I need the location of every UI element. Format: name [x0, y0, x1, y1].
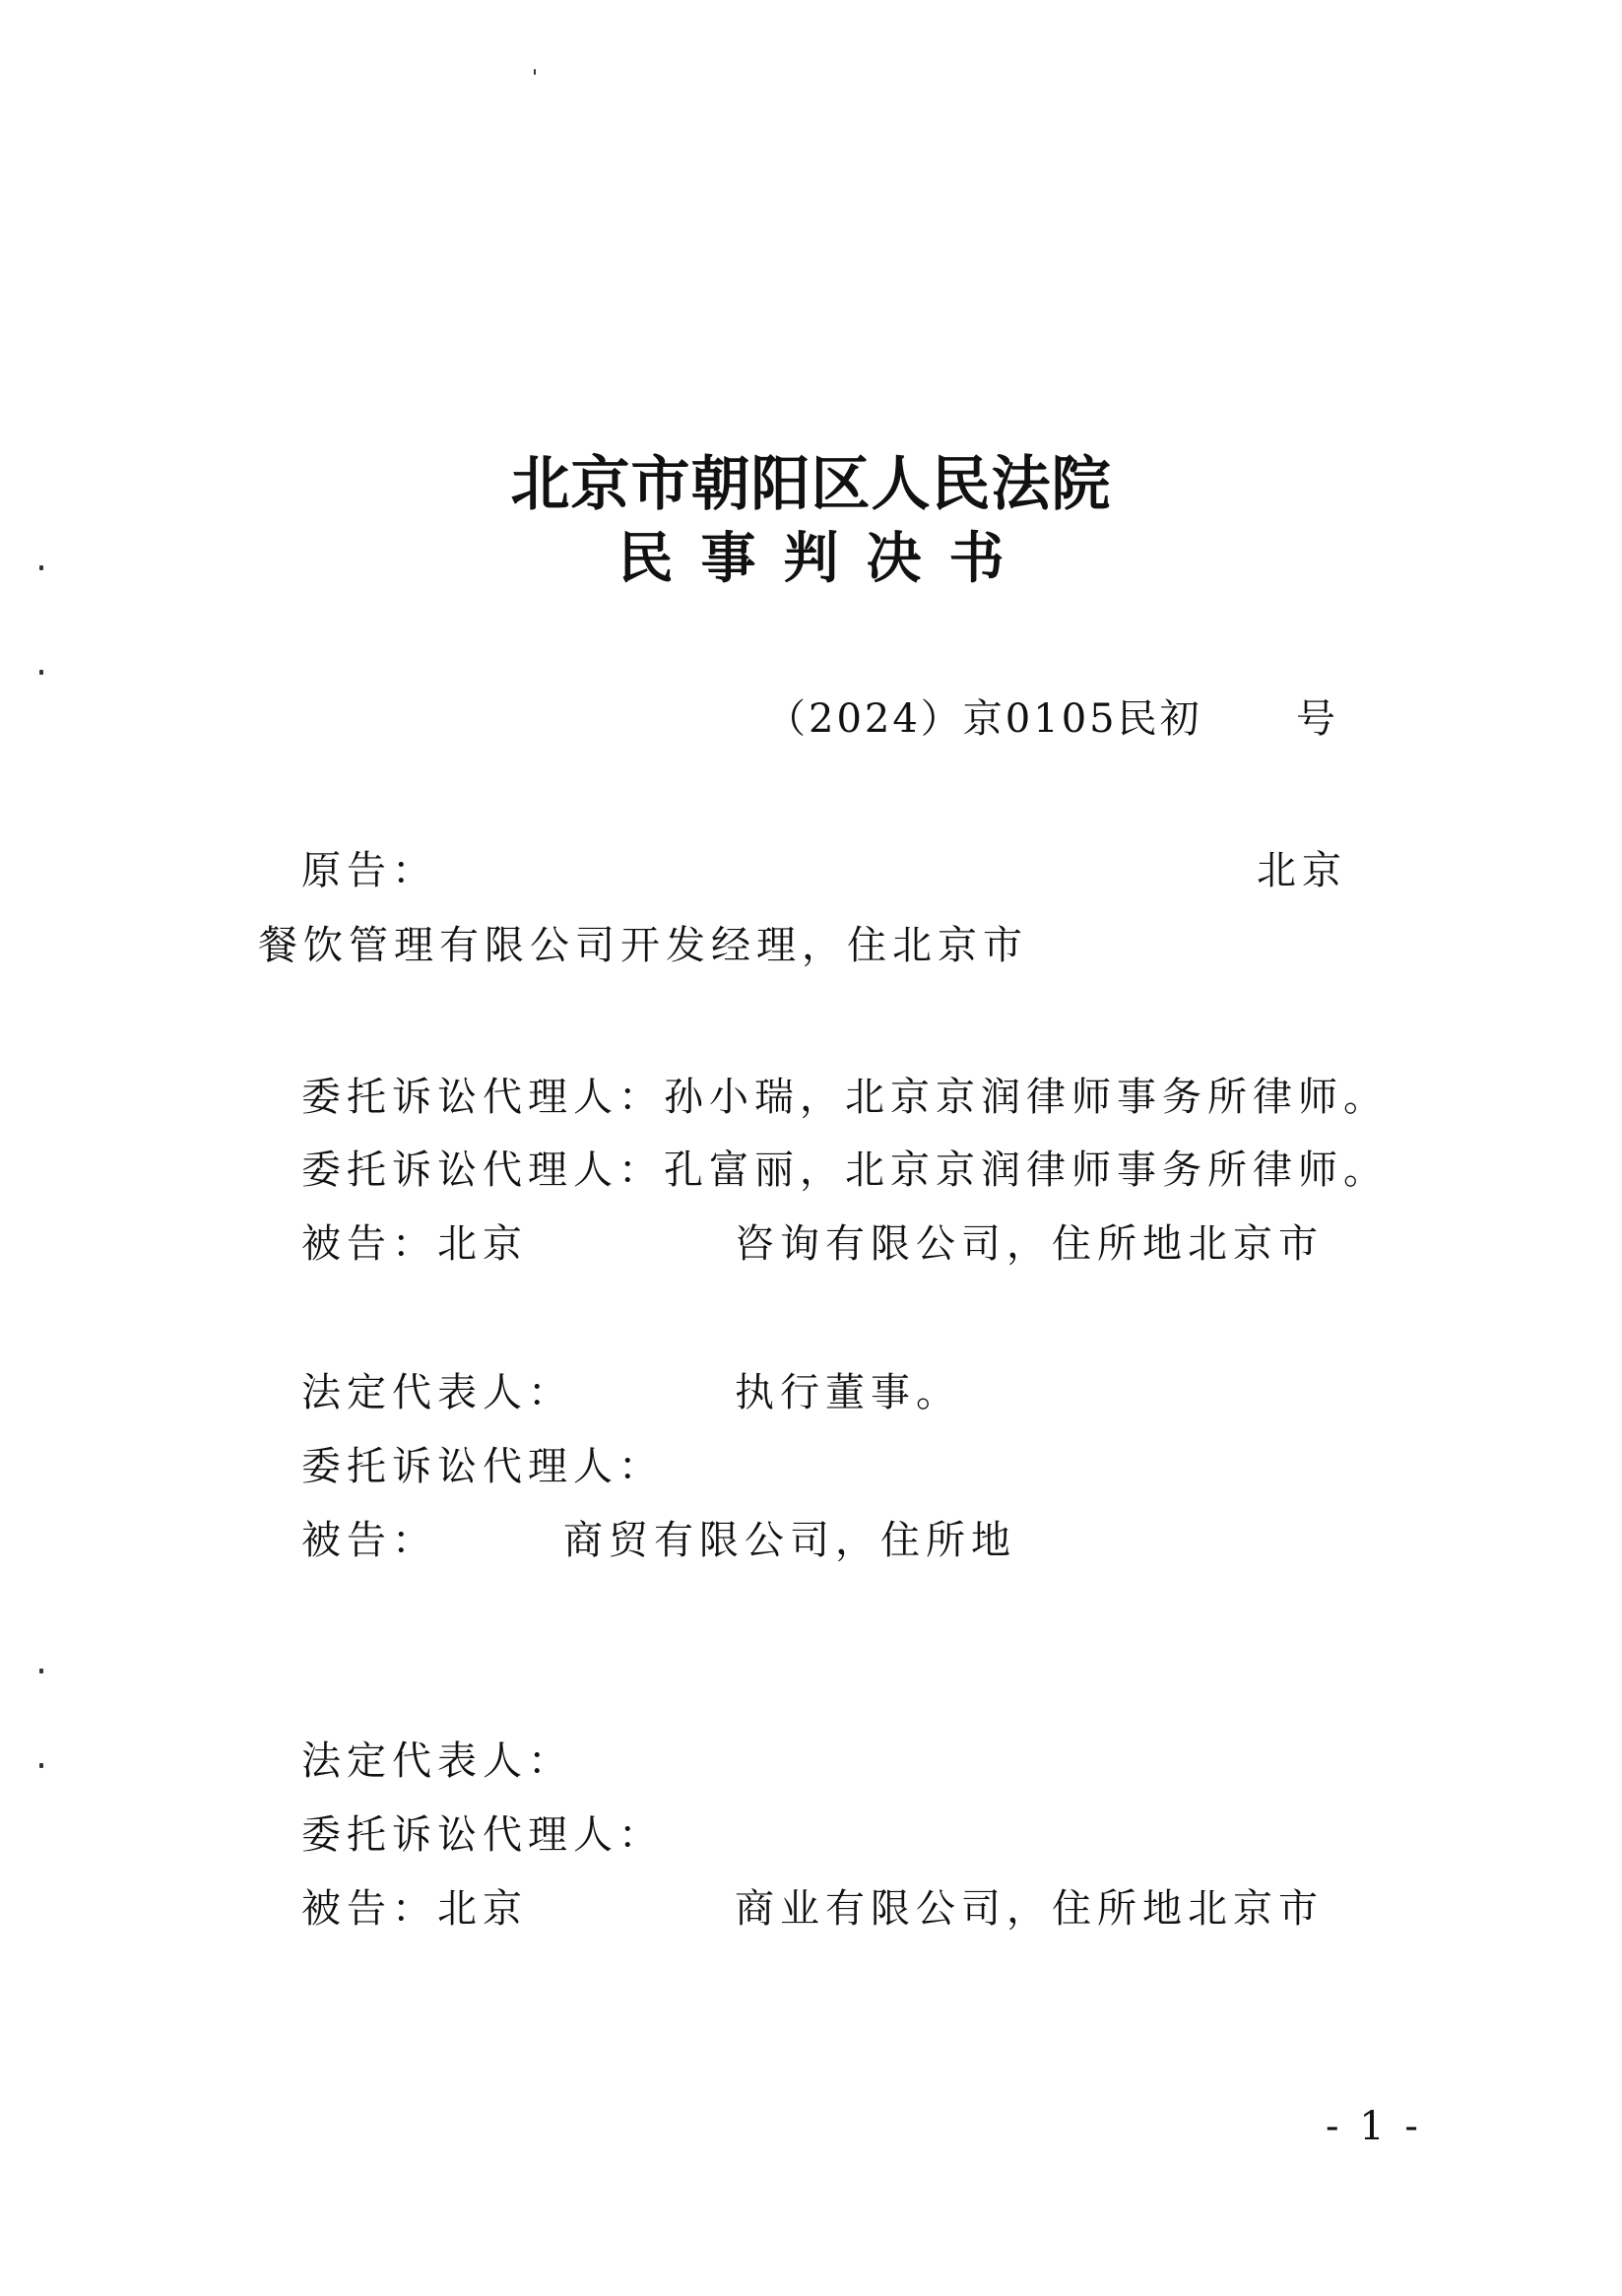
scan-speck	[534, 69, 536, 75]
plaintiff-line2: 餐饮管理有限公司开发经理，住北京市	[258, 923, 1028, 968]
document-type: 民事判决书	[617, 527, 1032, 591]
defendant1-label: 被告：北京	[301, 1221, 528, 1267]
defendant1-rep-label: 法定代表人：	[301, 1370, 573, 1415]
scan-speck	[39, 670, 43, 675]
defendant3-name: 商业有限公司，住所地北京市	[735, 1886, 1324, 1932]
defendant2-agent-label: 委托诉讼代理人：	[301, 1812, 664, 1858]
defendant2-label: 被告：	[301, 1518, 437, 1563]
defendant1-name: 咨询有限公司，住所地北京市	[735, 1221, 1324, 1267]
plaintiff-tail: 北京	[1257, 848, 1347, 893]
defendant2-rep-label: 法定代表人：	[301, 1738, 573, 1784]
plaintiff-agent-2: 委托诉讼代理人：孔富丽，北京京润律师事务所律师。	[301, 1148, 1389, 1193]
defendant2-name: 商贸有限公司，住所地	[563, 1518, 1016, 1563]
case-number-prefix: （2024）京0105民初	[766, 696, 1202, 742]
case-number-suffix: 号	[1296, 696, 1341, 742]
plaintiff-label: 原告：	[301, 848, 437, 893]
scan-speck	[39, 1669, 43, 1673]
case-number	[766, 696, 1202, 742]
scan-speck	[39, 565, 43, 570]
scan-speck	[39, 1763, 43, 1768]
defendant1-rep-role: 执行董事。	[735, 1370, 961, 1415]
page-number: - 1 -	[1326, 2104, 1422, 2149]
court-name: 北京市朝阳区人民法院	[510, 450, 1112, 519]
defendant3-label: 被告：北京	[301, 1886, 528, 1932]
plaintiff-agent-1: 委托诉讼代理人：孙小瑞，北京京润律师事务所律师。	[301, 1075, 1389, 1120]
defendant1-agent-label: 委托诉讼代理人：	[301, 1444, 664, 1489]
